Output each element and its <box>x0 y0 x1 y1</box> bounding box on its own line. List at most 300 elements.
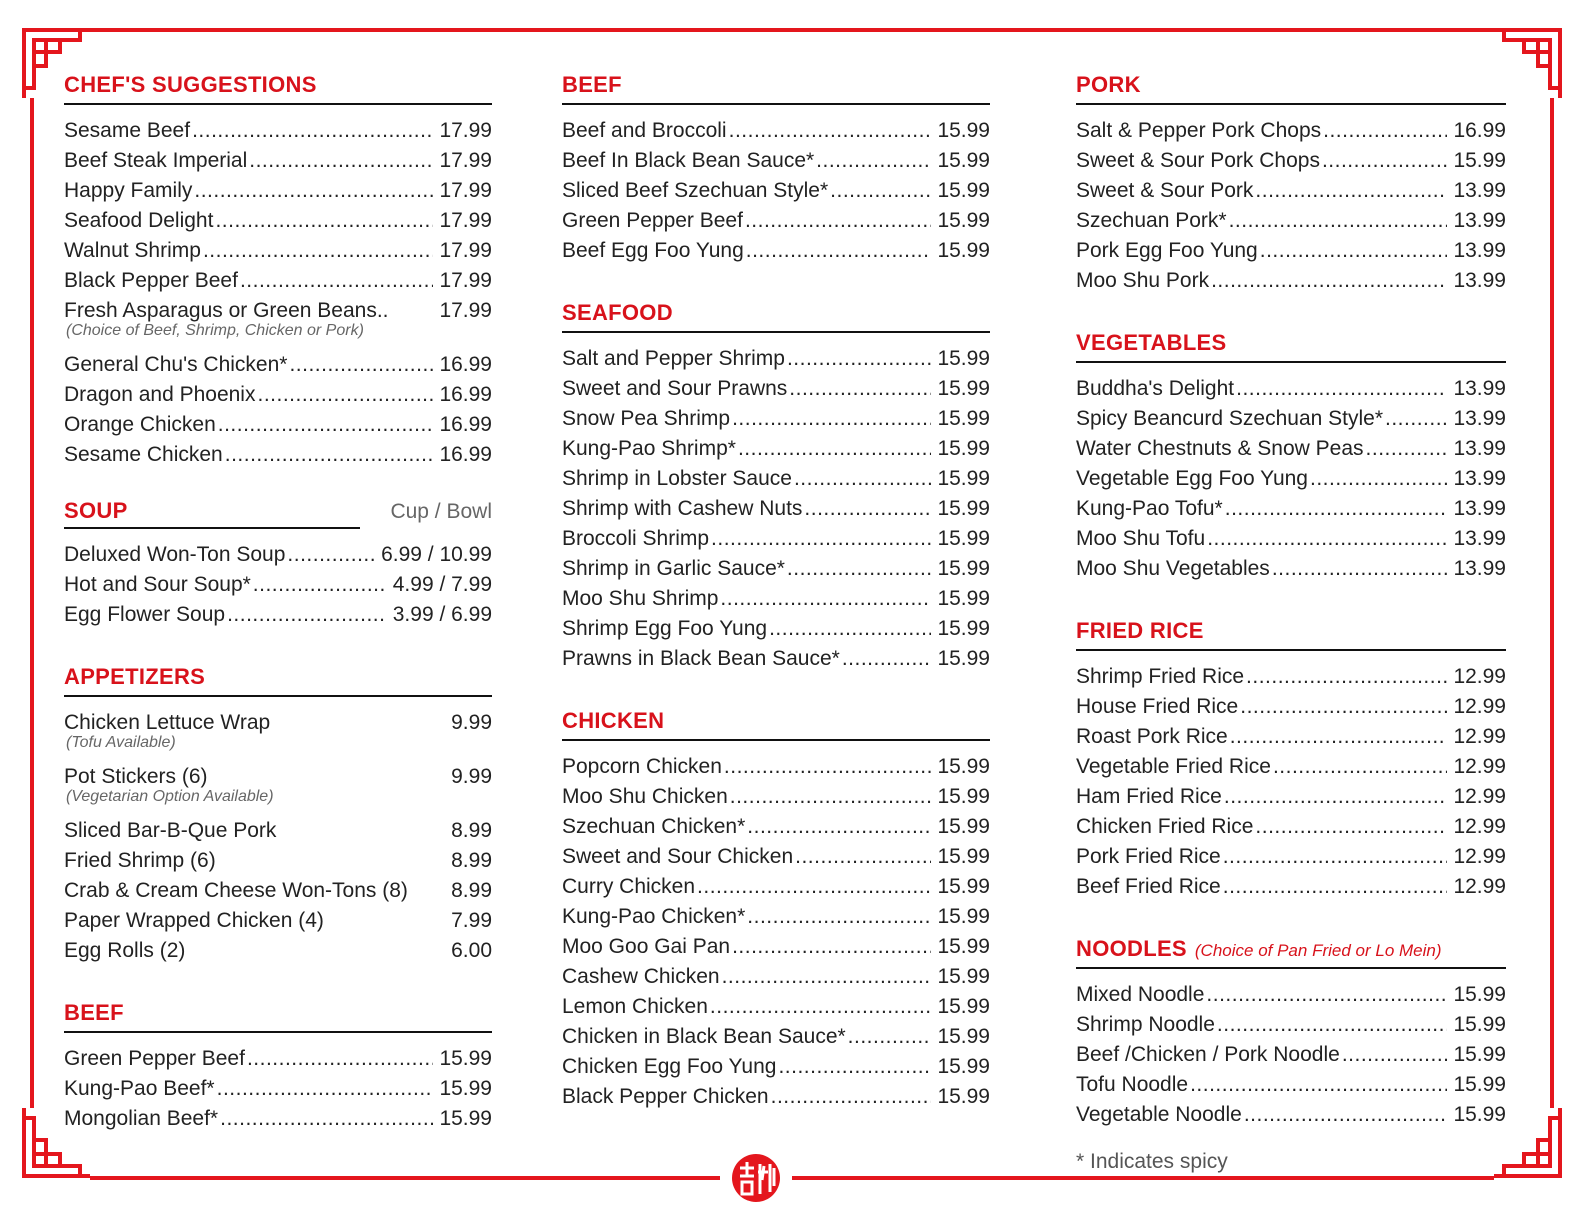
menu-item <box>64 440 492 470</box>
dot-leader <box>1244 1100 1448 1130</box>
menu-item-price: 12.99 <box>1453 845 1506 868</box>
dot-leader <box>1225 494 1448 524</box>
menu-item-price: 15.99 <box>937 1055 990 1078</box>
dot-leader <box>747 902 931 932</box>
menu-item <box>64 266 492 296</box>
dot-leader <box>804 494 931 524</box>
menu-item-price: 8.99 <box>451 849 492 872</box>
menu-item-name: Happy Family <box>64 179 193 202</box>
menu-section <box>1076 936 1506 1130</box>
menu-item-note: (Choice of Beef, Shrimp, Chicken or Pork) <box>66 322 364 339</box>
frame-right-border <box>1550 98 1554 1108</box>
menu-item <box>1076 266 1506 296</box>
menu-item-name: Hot and Sour Soup* <box>64 573 251 596</box>
menu-item-price: 15.99 <box>937 647 990 670</box>
dot-leader <box>1273 752 1447 782</box>
menu-item-price: 15.99 <box>1453 1013 1506 1036</box>
section-title-wrap <box>562 708 664 734</box>
menu-item-price: 8.99 <box>451 819 492 842</box>
menu-item-price: 13.99 <box>1453 497 1506 520</box>
dot-leader <box>257 380 433 410</box>
menu-item <box>1076 494 1506 524</box>
menu-item-price: 16.99 <box>439 383 492 406</box>
section-title-wrap <box>1076 936 1442 962</box>
menu-item-name: Kung-Pao Tofu* <box>1076 497 1223 520</box>
menu-item-price: 13.99 <box>1453 407 1506 430</box>
menu-item-price: 15.99 <box>937 935 990 958</box>
section-title-wrap <box>562 300 673 326</box>
menu-item-price: 6.00 <box>451 939 492 962</box>
menu-item <box>562 752 990 782</box>
section-title: CHEF'S SUGGESTIONS <box>64 72 317 97</box>
menu-item <box>562 374 990 404</box>
dot-leader <box>1255 812 1447 842</box>
frame-bottom-border-right <box>792 1176 1494 1180</box>
section-title: NOODLES <box>1076 936 1187 961</box>
menu-item-price: 12.99 <box>1453 785 1506 808</box>
dot-leader <box>1206 980 1447 1010</box>
menu-item-price: 17.99 <box>439 119 492 142</box>
menu-item-price: 15.99 <box>937 557 990 580</box>
dot-leader <box>1223 842 1448 872</box>
menu-item-price: 16.99 <box>439 443 492 466</box>
menu-section <box>1076 330 1506 584</box>
menu-item-name: Beef In Black Bean Sauce* <box>562 149 815 172</box>
menu-item <box>64 816 492 846</box>
menu-item <box>1076 842 1506 872</box>
menu-item-name: Salt and Pepper Shrimp <box>562 347 785 370</box>
section-header <box>64 498 492 529</box>
dot-leader <box>194 176 433 206</box>
menu-item-price: 4.99 / 7.99 <box>392 573 492 596</box>
dot-leader <box>738 434 932 464</box>
menu-item-name: Sesame Beef <box>64 119 191 142</box>
menu-section <box>562 300 990 674</box>
menu-item-name: Szechuan Pork* <box>1076 209 1227 232</box>
menu-item-price: 15.99 <box>439 1047 492 1070</box>
menu-item-name: House Fried Rice <box>1076 695 1239 718</box>
dot-leader <box>1310 464 1447 494</box>
menu-item <box>1076 980 1506 1010</box>
menu-item-name: General Chu's Chicken* <box>64 353 288 376</box>
menu-column-right <box>1076 72 1506 1174</box>
menu-item-name: Egg Rolls (2) <box>64 939 186 962</box>
dot-leader <box>225 440 434 470</box>
menu-item-name: Moo Shu Shrimp <box>562 587 719 610</box>
menu-section <box>64 498 492 630</box>
menu-item-price: 15.99 <box>1453 149 1506 172</box>
menu-item-name: Black Pepper Chicken <box>562 1085 769 1108</box>
menu-item-name: Sweet and Sour Prawns <box>562 377 788 400</box>
menu-item-name: Chicken in Black Bean Sauce* <box>562 1025 846 1048</box>
menu-item <box>1076 434 1506 464</box>
dot-leader <box>249 146 433 176</box>
dot-leader <box>848 1022 932 1052</box>
menu-section <box>1076 618 1506 902</box>
menu-item-price: 15.99 <box>937 467 990 490</box>
menu-item <box>562 146 990 176</box>
menu-item-price: 15.99 <box>937 239 990 262</box>
menu-item-price: 12.99 <box>1453 755 1506 778</box>
menu-item-price: 12.99 <box>1453 815 1506 838</box>
menu-item <box>64 846 492 876</box>
section-header <box>64 72 492 105</box>
dot-leader <box>1322 146 1447 176</box>
menu-item-price: 15.99 <box>937 377 990 400</box>
dot-leader <box>722 962 932 992</box>
dot-leader <box>1207 524 1447 554</box>
section-title: SOUP <box>64 498 128 523</box>
menu-item-price: 13.99 <box>1453 239 1506 262</box>
restaurant-seal-logo <box>730 1152 782 1204</box>
menu-section <box>562 72 990 266</box>
dot-leader <box>253 570 387 600</box>
menu-item-price: 13.99 <box>1453 209 1506 232</box>
dot-leader <box>218 410 434 440</box>
section-header <box>64 664 492 697</box>
menu-item <box>1076 722 1506 752</box>
menu-item-price: 16.99 <box>439 413 492 436</box>
menu-item-price: 15.99 <box>937 1085 990 1108</box>
menu-item <box>64 116 492 146</box>
dot-leader <box>227 600 387 630</box>
section-note: (Choice of Pan Fried or Lo Mein) <box>1194 941 1442 960</box>
menu-item-name: Sweet & Sour Pork <box>1076 179 1254 202</box>
dot-leader <box>215 206 433 236</box>
menu-item <box>1076 752 1506 782</box>
menu-item-name: Crab & Cream Cheese Won-Tons (8) <box>64 879 408 902</box>
dot-leader <box>1223 872 1448 902</box>
menu-item-name: Chicken Lettuce Wrap <box>64 711 271 734</box>
menu-item <box>1076 206 1506 236</box>
menu-item <box>1076 404 1506 434</box>
menu-item <box>1076 1040 1506 1070</box>
dot-leader <box>710 992 932 1022</box>
menu-item-price: 15.99 <box>937 815 990 838</box>
menu-item-price: 7.99 <box>451 909 492 932</box>
menu-item-name: Pork Egg Foo Yung <box>1076 239 1258 262</box>
menu-item <box>1076 464 1506 494</box>
menu-item-price: 12.99 <box>1453 875 1506 898</box>
menu-item-name: Mixed Noodle <box>1076 983 1205 1006</box>
menu-item-name: Kung-Pao Chicken* <box>562 905 746 928</box>
dot-leader <box>1246 662 1447 692</box>
dot-leader <box>1255 176 1447 206</box>
menu-item-name: Buddha's Delight <box>1076 377 1235 400</box>
menu-item-name: Black Pepper Beef <box>64 269 238 292</box>
menu-item-name: Spicy Beancurd Szechuan Style* <box>1076 407 1384 430</box>
menu-item-name: Salt & Pepper Pork Chops <box>1076 119 1322 142</box>
menu-item <box>562 236 990 266</box>
menu-item-price: 13.99 <box>1453 467 1506 490</box>
menu-item <box>64 176 492 206</box>
dot-leader <box>787 344 931 374</box>
menu-item-price: 15.99 <box>937 995 990 1018</box>
menu-item <box>1076 692 1506 722</box>
menu-item-price: 13.99 <box>1453 527 1506 550</box>
menu-item <box>562 464 990 494</box>
dot-leader <box>1240 692 1447 722</box>
menu-item-name: Sweet and Sour Chicken <box>562 845 794 868</box>
dot-leader <box>217 1074 434 1104</box>
menu-item-name: Shrimp Egg Foo Yung <box>562 617 768 640</box>
dot-leader <box>1229 206 1448 236</box>
menu-section <box>64 72 492 470</box>
menu-item <box>562 554 990 584</box>
menu-item-name: Beef Fried Rice <box>1076 875 1221 898</box>
section-title: APPETIZERS <box>64 664 206 689</box>
menu-item-price: 17.99 <box>439 209 492 232</box>
section-header <box>1076 72 1506 105</box>
section-title-wrap <box>64 1000 124 1026</box>
menu-item <box>64 380 492 410</box>
dot-leader <box>1272 554 1448 584</box>
menu-item-price: 15.99 <box>937 119 990 142</box>
menu-item-price: 15.99 <box>937 587 990 610</box>
menu-item-name: Vegetable Egg Foo Yung <box>1076 467 1308 490</box>
menu-section <box>562 708 990 1112</box>
dot-leader <box>220 1104 433 1134</box>
menu-item-price: 15.99 <box>937 965 990 988</box>
menu-item <box>64 600 492 630</box>
menu-item-price: 15.99 <box>1453 1073 1506 1096</box>
menu-item-name: Water Chestnuts & Snow Peas <box>1076 437 1364 460</box>
dot-leader <box>787 554 932 584</box>
menu-item <box>562 962 990 992</box>
menu-item <box>64 876 492 906</box>
menu-item-name: Moo Shu Vegetables <box>1076 557 1270 580</box>
menu-item <box>1076 524 1506 554</box>
dot-leader <box>730 782 932 812</box>
menu-item-price: 15.99 <box>937 755 990 778</box>
menu-item-name: Snow Pea Shrimp <box>562 407 731 430</box>
menu-item-price: 3.99 / 6.99 <box>392 603 492 626</box>
menu-item <box>562 434 990 464</box>
menu-item-name: Roast Pork Rice <box>1076 725 1228 748</box>
menu-item-price: 16.99 <box>439 353 492 376</box>
menu-item-name: Prawns in Black Bean Sauce* <box>562 647 840 670</box>
dot-leader <box>1323 116 1447 146</box>
menu-item-name: Chicken Egg Foo Yung <box>562 1055 777 1078</box>
menu-item-price: 15.99 <box>937 527 990 550</box>
menu-item-price: 12.99 <box>1453 665 1506 688</box>
menu-item <box>1076 1070 1506 1100</box>
menu-item <box>562 614 990 644</box>
menu-item-name: Vegetable Fried Rice <box>1076 755 1271 778</box>
menu-item-note: (Tofu Available) <box>66 734 176 751</box>
section-title-wrap <box>1076 618 1204 644</box>
menu-item-name: Deluxed Won-Ton Soup <box>64 543 286 566</box>
menu-item <box>64 936 492 966</box>
menu-item-price: 15.99 <box>937 617 990 640</box>
dot-leader <box>724 752 932 782</box>
menu-item <box>64 1074 492 1104</box>
menu-item <box>64 206 492 236</box>
dot-leader <box>1366 434 1448 464</box>
menu-item <box>562 1082 990 1112</box>
dot-leader <box>247 1044 433 1074</box>
dot-leader <box>1260 236 1448 266</box>
menu-item-price: 15.99 <box>937 179 990 202</box>
dot-leader <box>711 524 931 554</box>
menu-item-name: Mongolian Beef* <box>64 1107 219 1130</box>
menu-item-name: Moo Shu Chicken <box>562 785 728 808</box>
section-title: CHICKEN <box>562 708 665 733</box>
dot-leader <box>794 464 931 494</box>
menu-item-price: 17.99 <box>439 179 492 202</box>
menu-item <box>562 494 990 524</box>
menu-item-name: Paper Wrapped Chicken (4) <box>64 909 324 932</box>
dot-leader <box>747 812 931 842</box>
menu-item-price: 13.99 <box>1453 269 1506 292</box>
menu-item-name: Pork Fried Rice <box>1076 845 1221 868</box>
dot-leader <box>745 206 931 236</box>
menu-item-name: Shrimp with Cashew Nuts <box>562 497 803 520</box>
menu-item-price: 9.99 <box>451 765 492 788</box>
dot-leader <box>289 350 433 380</box>
dot-leader <box>1211 266 1447 296</box>
menu-item-price: 15.99 <box>937 1025 990 1048</box>
menu-item-name: Szechuan Chicken* <box>562 815 746 838</box>
menu-column-middle <box>562 72 990 1146</box>
menu-item <box>1076 146 1506 176</box>
section-header <box>64 1000 492 1033</box>
dot-leader <box>203 236 434 266</box>
menu-item <box>64 906 492 936</box>
menu-item-price: 17.99 <box>439 269 492 292</box>
dot-leader <box>720 584 931 614</box>
menu-item <box>1076 1100 1506 1130</box>
menu-item-name: Lemon Chicken <box>562 995 708 1018</box>
menu-item-name: Tofu Noodle <box>1076 1073 1189 1096</box>
menu-item-price: 15.99 <box>937 437 990 460</box>
menu-item-name: Shrimp in Garlic Sauce* <box>562 557 785 580</box>
dot-leader <box>795 842 931 872</box>
menu-item <box>64 236 492 266</box>
section-title-wrap <box>1076 330 1227 356</box>
menu-item-name: Fried Shrimp (6) <box>64 849 216 872</box>
section-header <box>1076 330 1506 363</box>
dot-leader <box>192 116 433 146</box>
menu-item-name: Sliced Beef Szechuan Style* <box>562 179 829 202</box>
menu-item <box>1076 1010 1506 1040</box>
menu-item <box>562 842 990 872</box>
section-subheading: Cup / Bowl <box>390 500 492 523</box>
menu-item-name: Popcorn Chicken <box>562 755 722 778</box>
menu-item-name: Shrimp Fried Rice <box>1076 665 1245 688</box>
section-title-wrap <box>1076 72 1141 98</box>
section-title-wrap <box>64 664 205 690</box>
menu-item <box>64 410 492 440</box>
menu-item <box>562 116 990 146</box>
menu-item <box>64 570 492 600</box>
menu-item <box>64 1104 492 1134</box>
menu-item <box>1076 176 1506 206</box>
dot-leader <box>1224 782 1448 812</box>
menu-item-price: 15.99 <box>937 209 990 232</box>
menu-item-price: 13.99 <box>1453 437 1506 460</box>
menu-item-price: 12.99 <box>1453 695 1506 718</box>
dot-leader <box>778 1052 931 1082</box>
menu-item <box>562 1052 990 1082</box>
menu-item <box>562 782 990 812</box>
menu-item <box>562 992 990 1022</box>
menu-item-price: 15.99 <box>937 149 990 172</box>
section-title: BEEF <box>64 1000 124 1025</box>
frame-left-border <box>30 98 34 1108</box>
menu-item <box>562 902 990 932</box>
menu-item-name: Shrimp in Lobster Sauce <box>562 467 792 490</box>
menu-item-name: Shrimp Noodle <box>1076 1013 1215 1036</box>
menu-item <box>562 932 990 962</box>
menu-item-name: Sweet & Sour Pork Chops <box>1076 149 1320 172</box>
section-title: VEGETABLES <box>1076 330 1227 355</box>
menu-item-name: Sliced Bar-B-Que Pork <box>64 819 277 842</box>
menu-item-name: Broccoli Shrimp <box>562 527 710 550</box>
menu-item <box>562 176 990 206</box>
dot-leader <box>1190 1070 1447 1100</box>
menu-item-price: 13.99 <box>1453 377 1506 400</box>
frame-top-border <box>90 28 1494 32</box>
menu-item <box>1076 662 1506 692</box>
frame-bottom-border <box>90 1176 720 1180</box>
menu-item-price: 6.99 / 10.99 <box>381 543 492 566</box>
menu-item-price: 17.99 <box>439 299 492 322</box>
dot-leader <box>789 374 931 404</box>
menu-item-price: 15.99 <box>1453 1043 1506 1066</box>
section-header <box>562 72 990 105</box>
menu-item-name: Kung-Pao Beef* <box>64 1077 215 1100</box>
menu-item <box>562 812 990 842</box>
menu-column-left <box>64 72 492 1168</box>
spicy-footnote: * Indicates spicy <box>1076 1150 1228 1173</box>
dot-leader <box>732 404 931 434</box>
menu-item-name: Seafood Delight <box>64 209 214 232</box>
menu-item-name: Chicken Fried Rice <box>1076 815 1254 838</box>
menu-item-name: Moo Goo Gai Pan <box>562 935 731 958</box>
dot-leader <box>769 614 931 644</box>
menu-item-price: 15.99 <box>937 347 990 370</box>
menu-item-price: 15.99 <box>439 1077 492 1100</box>
menu-item-name: Green Pepper Beef <box>562 209 743 232</box>
dot-leader <box>746 236 932 266</box>
menu-item <box>64 350 492 380</box>
dot-leader <box>771 1082 932 1112</box>
menu-item-price: 17.99 <box>439 149 492 172</box>
dot-leader <box>1236 374 1447 404</box>
section-title: PORK <box>1076 72 1141 97</box>
menu-item-price: 12.99 <box>1453 725 1506 748</box>
menu-item <box>1076 554 1506 584</box>
dot-leader <box>697 872 931 902</box>
menu-item-price: 15.99 <box>937 785 990 808</box>
section-header <box>1076 936 1506 969</box>
menu-item-name: Ham Fried Rice <box>1076 785 1222 808</box>
menu-item-price: 16.99 <box>1453 119 1506 142</box>
dot-leader <box>732 932 931 962</box>
menu-item <box>562 404 990 434</box>
section-title-wrap <box>64 72 317 98</box>
section-header <box>562 300 990 333</box>
menu-section <box>64 1000 492 1134</box>
menu-item-name: Orange Chicken <box>64 413 216 436</box>
menu-item-name: Fresh Asparagus or Green Beans.. <box>64 299 389 322</box>
menu-item-name: Cashew Chicken <box>562 965 720 988</box>
menu-item-note: (Vegetarian Option Available) <box>66 788 274 805</box>
menu-item-price: 17.99 <box>439 239 492 262</box>
menu-item-price: 15.99 <box>937 407 990 430</box>
menu-item-price: 8.99 <box>451 879 492 902</box>
